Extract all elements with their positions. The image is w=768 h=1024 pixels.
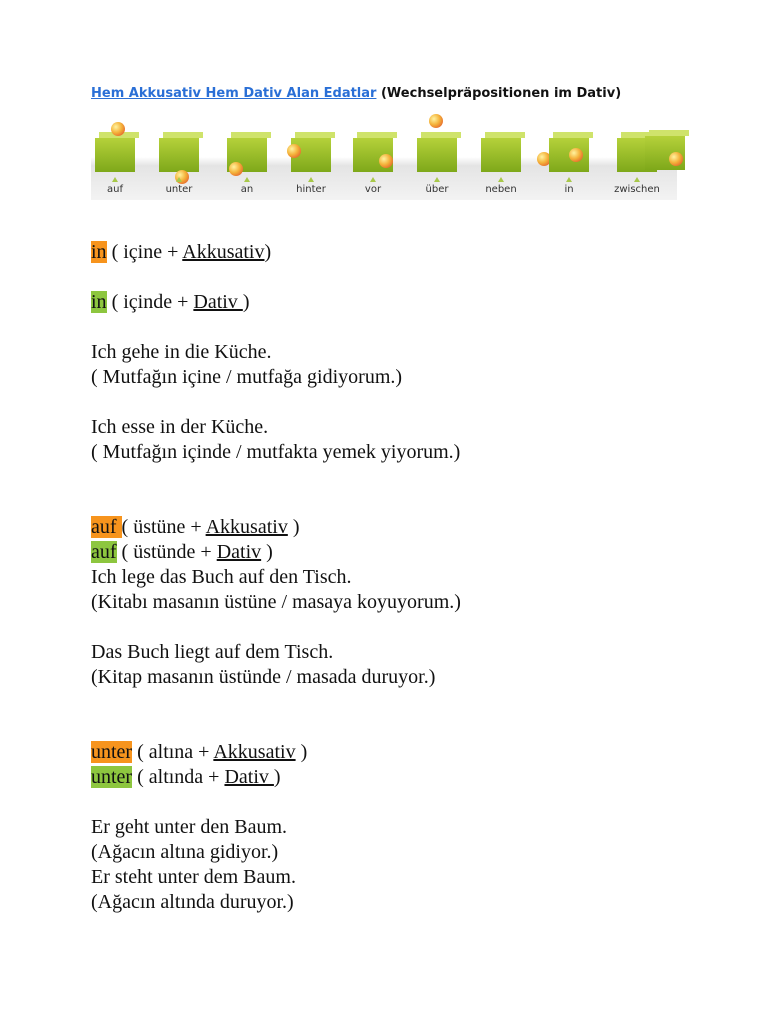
- banner-label: hinter: [296, 184, 326, 195]
- case-akkusativ: Akkusativ: [182, 241, 265, 263]
- banner-label: neben: [485, 184, 517, 195]
- example-turkish: (Ağacın altında duruyor.): [91, 891, 294, 913]
- ball-icon: [669, 152, 683, 166]
- prep-dativ: unter: [91, 766, 133, 788]
- cube-icon: [159, 132, 203, 172]
- arrow-icon: [566, 177, 572, 182]
- rule-dativ: [91, 540, 681, 565]
- example-german: Ich esse in der Küche.: [91, 416, 269, 438]
- prep-akkusativ: auf: [91, 516, 122, 538]
- example-german: Ich lege das Buch auf den Tisch.: [91, 566, 352, 588]
- page-title: [91, 85, 681, 102]
- example-turkish: (Kitap masanın üstünde / masada duruyor.): [91, 666, 436, 688]
- banner-label: vor: [364, 184, 382, 195]
- ball-icon: [379, 154, 393, 168]
- rule-akkusativ: [91, 515, 681, 540]
- prep-akkusativ: in: [91, 241, 107, 263]
- banner-label: in: [564, 184, 574, 195]
- rule-end: ): [264, 241, 272, 263]
- rule-dativ: [91, 290, 681, 315]
- example-turkish: ( Mutfağın içinde / mutfakta yemek yiyorum.): [91, 441, 461, 463]
- example-turkish: ( Mutfağın içine / mutfağa gidiyorum.): [91, 366, 403, 388]
- prepositions-illustration: [91, 114, 677, 200]
- arrow-icon: [370, 177, 376, 182]
- arrow-icon: [244, 177, 250, 182]
- rule-end: ): [242, 291, 250, 313]
- content: [91, 240, 681, 915]
- example-turkish: (Kitabı masanın üstüne / masaya koyuyorum.): [91, 591, 461, 613]
- arrow-icon: [308, 177, 314, 182]
- rule-end: ): [287, 516, 300, 538]
- example-turkish: (Ağacın altına gidiyor.): [91, 841, 279, 863]
- arrow-icon: [634, 177, 640, 182]
- arrow-icon: [176, 177, 182, 182]
- banner-label: auf: [107, 184, 123, 195]
- title-link[interactable]: Hem Akkusativ Hem Dativ Alan Edatlar: [91, 86, 377, 101]
- rule-text: ( içine +: [106, 241, 183, 263]
- cube-icon: [417, 132, 461, 172]
- rule-dativ: [91, 765, 681, 790]
- rule-end: ): [261, 541, 273, 563]
- cube-icon: [95, 132, 139, 172]
- cube-icon: [481, 132, 525, 172]
- case-dativ: Dativ: [216, 541, 262, 563]
- ball-icon: [287, 144, 301, 158]
- case-akkusativ: Akkusativ: [213, 741, 296, 763]
- example-german: Er geht unter den Baum.: [91, 816, 288, 838]
- title-subtitle: (Wechselpräpositionen im Dativ): [376, 86, 622, 101]
- banner-label: zwischen: [614, 184, 660, 195]
- example-german: Ich gehe in die Küche.: [91, 341, 272, 363]
- arrow-icon: [112, 177, 118, 182]
- ball-icon: [569, 148, 583, 162]
- rule-end: ): [273, 766, 281, 788]
- banner-label: über: [425, 184, 449, 195]
- rule-end: ): [295, 741, 308, 763]
- example-german: Er steht unter dem Baum.: [91, 866, 296, 888]
- banner-label: unter: [165, 184, 193, 195]
- rule-text: ( altına +: [132, 741, 214, 763]
- rule-akkusativ: [91, 740, 681, 765]
- arrow-icon: [434, 177, 440, 182]
- case-akkusativ: Akkusativ: [205, 516, 288, 538]
- prep-akkusativ: unter: [91, 741, 133, 763]
- rule-text: ( altında +: [132, 766, 225, 788]
- document-page: [91, 85, 681, 915]
- prep-dativ: in: [91, 291, 107, 313]
- ball-icon: [111, 122, 125, 136]
- ball-icon: [229, 162, 243, 176]
- prep-dativ: auf: [91, 541, 117, 563]
- case-dativ: Dativ: [224, 766, 274, 788]
- rule-text: ( üstünde +: [116, 541, 217, 563]
- rule-text: ( içinde +: [106, 291, 194, 313]
- banner-label: an: [240, 184, 254, 195]
- case-dativ: Dativ: [193, 291, 243, 313]
- rule-akkusativ: [91, 240, 681, 265]
- ball-icon: [429, 114, 443, 128]
- example-german: Das Buch liegt auf dem Tisch.: [91, 641, 334, 663]
- rule-text: ( üstüne +: [121, 516, 206, 538]
- arrow-icon: [498, 177, 504, 182]
